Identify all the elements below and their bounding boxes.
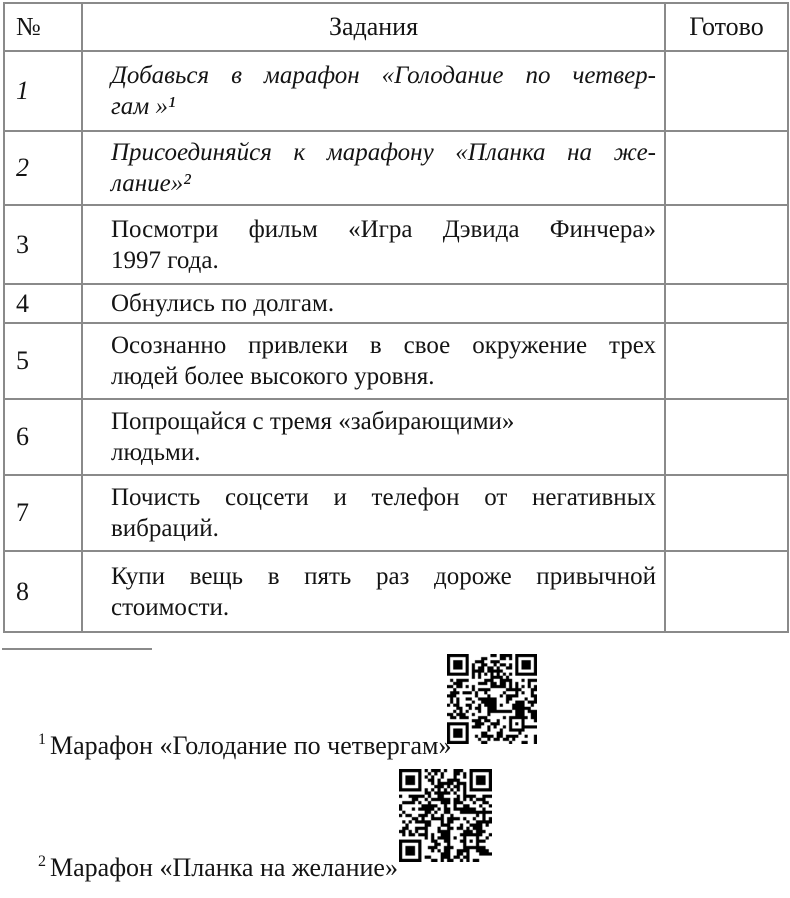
task-text-line: 1997 года. (111, 246, 219, 274)
task-text-line: Попрощайся с тремя «забирающими» (111, 408, 515, 435)
task-cell (82, 205, 665, 284)
row-number: 5 (4, 323, 82, 399)
footnote-2 (38, 853, 398, 883)
table-row (4, 399, 788, 475)
task-text-line: Купи вещь в пять раз дороже привычной (111, 562, 656, 590)
task-text-line: Добавься в марафон «Голодание по четвер- (111, 62, 656, 89)
done-cell (665, 205, 788, 284)
task-text-line: Почисть соцсети и телефон от негативных (111, 484, 656, 511)
row-number: 3 (4, 205, 82, 284)
table-row (4, 323, 788, 399)
task-text-line: людьми. (111, 439, 201, 466)
table-header-row (4, 3, 788, 51)
task-text-line: Посмотри фильм «Игра Дэвида Финчера» (111, 215, 656, 243)
qr-code-icon (399, 769, 492, 862)
table-row (4, 551, 788, 632)
table-row (4, 131, 788, 205)
footnote-1 (38, 731, 451, 761)
header-tasks: Задания (82, 3, 665, 51)
row-number: 7 (4, 475, 82, 551)
done-cell (665, 399, 788, 475)
row-number: 6 (4, 399, 82, 475)
task-cell (82, 284, 665, 323)
row-number: 8 (4, 551, 82, 632)
header-number: № (4, 3, 82, 51)
done-cell (665, 551, 788, 632)
done-cell (665, 284, 788, 323)
tasks-table (3, 2, 789, 633)
task-text-line: Обнулись по долгам. (111, 290, 335, 317)
task-text-line: Присоединяйся к марафону «Планка на же- (111, 139, 656, 166)
table-row (4, 475, 788, 551)
table-row (4, 205, 788, 284)
done-cell (665, 323, 788, 399)
footnote-separator-line (2, 648, 152, 650)
header-done: Готово (665, 3, 788, 51)
row-number: 4 (4, 284, 82, 323)
qr-code-icon (447, 654, 537, 744)
task-text-line: гам »¹ (111, 93, 176, 120)
footnote-text: Марафон «Голодание по четвергам» (50, 731, 452, 760)
task-text-line: Осознанно привлеки в свое окружение трех (111, 332, 656, 359)
task-text-line: лание»² (111, 170, 191, 197)
task-cell (82, 131, 665, 205)
task-cell (82, 51, 665, 131)
table-row (4, 284, 788, 323)
task-text-line: стоимости. (111, 593, 230, 621)
row-number: 2 (4, 131, 82, 205)
done-cell (665, 475, 788, 551)
footnote-marker: 2 (38, 853, 46, 871)
footnote-text: Марафон «Планка на желание» (50, 853, 398, 882)
done-cell (665, 51, 788, 131)
task-cell (82, 323, 665, 399)
done-cell (665, 131, 788, 205)
footnote-marker: 1 (38, 731, 46, 749)
table-row (4, 51, 788, 131)
row-number: 1 (4, 51, 82, 131)
task-cell (82, 475, 665, 551)
task-cell (82, 399, 665, 475)
task-text-line: людей более высокого уровня. (111, 363, 435, 390)
task-text-line: вибраций. (111, 515, 219, 542)
task-cell (82, 551, 665, 632)
